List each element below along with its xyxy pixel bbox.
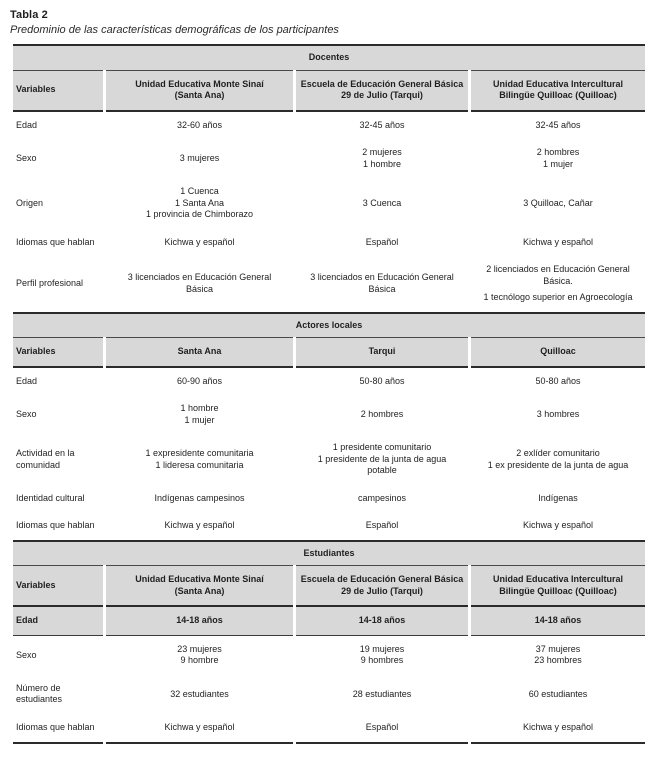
table-subtitle: Predominio de las características demográficas de los participantes	[10, 24, 339, 36]
table-row-estudiantes-numero-de-estudiantes	[13, 675, 645, 714]
value-cell	[106, 714, 293, 744]
cell-line: Variables	[16, 580, 56, 591]
value-cell	[471, 675, 645, 714]
value-cell	[106, 636, 293, 675]
value-cell	[106, 229, 293, 257]
column-header-variables	[13, 70, 103, 112]
table-row-actores-locales-idiomas-que-hablan	[13, 512, 645, 540]
cell-line: 32-45 años	[535, 119, 581, 130]
row-label-cell: Identidad cultural	[16, 492, 85, 503]
cell-line: 3 Cuenca	[362, 197, 402, 208]
cell-line: Unidad Educativa Intercultural	[492, 574, 624, 585]
cell-line: Variables	[16, 346, 56, 357]
value-cell	[471, 139, 645, 178]
cell-line: 1 presidente de la junta de agua potable	[317, 453, 447, 476]
cell-line: 2 licenciados en Educación General Básica.	[486, 264, 630, 286]
value-cell	[296, 229, 468, 257]
cell-line: 23 mujeres	[177, 643, 222, 654]
value-cell	[106, 607, 293, 636]
section-band-row	[13, 312, 645, 338]
cell-line: 1 Santa Ana	[174, 197, 225, 208]
cell-line: 1 provincia de Chimborazo	[145, 209, 254, 220]
value-cell	[296, 368, 468, 396]
cell-line: 1 mujer	[543, 158, 574, 169]
cell-line: 2 hombres	[536, 147, 580, 158]
value-cell	[471, 368, 645, 396]
value-cell	[296, 512, 468, 540]
table-row-estudiantes-idiomas-que-hablan	[13, 714, 645, 744]
cell-line: 60-90 años	[176, 375, 223, 386]
column-header-row	[13, 70, 645, 112]
cell-line: 29 de Julio (Tarqui)	[341, 90, 423, 101]
cell-line: 1 tecnólogo superior en Agroecología	[483, 292, 633, 303]
cell-line: Variables	[16, 84, 56, 95]
table-row-actores-locales-sexo	[13, 395, 645, 434]
cell-line: Indígenas	[538, 492, 578, 503]
row-label-cell: Idiomas que hablan	[13, 714, 103, 744]
value-cell	[106, 485, 293, 513]
cell-line: Indígenas campesinos	[154, 492, 245, 503]
table-row-actores-locales-identidad-cultural	[13, 485, 645, 513]
value-cell	[106, 112, 293, 140]
section-band-actores-locales: Actores locales	[13, 312, 645, 338]
value-cell	[471, 112, 645, 140]
cell-line: Unidad Educativa Intercultural	[492, 78, 624, 89]
value-cell	[471, 229, 645, 257]
value-cell	[471, 178, 645, 229]
cell-line: 60 estudiantes	[528, 688, 588, 699]
column-header-quilloac	[471, 337, 645, 368]
section-band-estudiantes: Estudiantes	[13, 540, 645, 566]
cell-line: 14-18 años	[358, 615, 406, 626]
cell-line: Kichwa y español	[522, 721, 594, 732]
value-cell	[296, 675, 468, 714]
value-cell	[106, 139, 293, 178]
cell-line: 23 hombres	[534, 655, 582, 666]
cell-line: 9 hombre	[180, 655, 219, 666]
column-header-tarqui	[296, 337, 468, 368]
cell-line: 3 hombres	[536, 409, 580, 419]
column-header-unidad-educativa-intercultural-bilingue-quilloac-quilloac	[471, 565, 645, 607]
cell-line: Santa Ana	[177, 346, 222, 357]
value-cell	[296, 485, 468, 513]
row-label-cell: Idiomas que hablan	[16, 236, 95, 247]
column-header-row	[13, 565, 645, 607]
cell-line: Tarqui	[368, 346, 396, 357]
cell-line: 32 estudiantes	[170, 688, 229, 699]
cell-line: Español	[365, 236, 399, 247]
section-band-docentes: Docentes	[13, 44, 645, 70]
value-cell	[106, 368, 293, 396]
cell-line: Kichwa y español	[164, 520, 235, 531]
value-cell	[471, 434, 645, 485]
cell-line: Kichwa y español	[164, 236, 235, 247]
table-row-docentes-sexo	[13, 139, 645, 178]
cell-line: 29 de Julio (Tarqui)	[341, 585, 423, 596]
cell-line: (Santa Ana)	[174, 90, 225, 101]
cell-line: Escuela de Educación General Básica	[300, 78, 464, 89]
cell-line: 1 hombre	[362, 158, 402, 169]
value-cell	[296, 714, 468, 744]
section-band-row	[13, 540, 645, 566]
demographics-table	[10, 44, 648, 744]
cell-line: 3 mujeres	[179, 152, 220, 163]
cell-line: 50-80 años	[535, 375, 581, 386]
value-cell	[296, 112, 468, 140]
table-row-docentes-perfil-profesional	[13, 256, 645, 312]
table-row-estudiantes-sexo	[13, 636, 645, 675]
cell-line: Bilingüe Quilloac (Quilloac)	[499, 585, 617, 596]
cell-line: 2 exlíder comunitario	[516, 448, 600, 459]
cell-line: Unidad Educativa Monte Sinaí	[135, 78, 264, 89]
cell-line: 3 Quilloac, Cañar	[523, 197, 593, 208]
demographics-table-body	[13, 44, 645, 744]
row-label-cell: Sexo	[16, 152, 37, 163]
row-label-cell: Perfil profesional	[16, 278, 84, 289]
table-row-docentes-idiomas-que-hablan	[13, 229, 645, 257]
column-header-unidad-educativa-intercultural-bilingue-quilloac-quilloac	[471, 70, 645, 112]
cell-line: Kichwa y español	[522, 236, 594, 247]
value-cell	[106, 256, 293, 312]
cell-line: 1 hombre	[180, 403, 219, 414]
row-label-cell: Idiomas que hablan	[16, 520, 95, 531]
row-label-cell: Origen	[16, 197, 44, 208]
row-label-cell: Edad	[16, 119, 38, 130]
cell-line: Español	[365, 520, 399, 531]
cell-line: 14-18 años	[534, 615, 582, 626]
cell-line: 37 mujeres	[535, 643, 581, 654]
row-label-cell: Actividad en la comunidad	[16, 448, 75, 470]
value-cell	[296, 256, 468, 312]
value-cell	[296, 178, 468, 229]
value-cell	[106, 675, 293, 714]
table-row-estudiantes-edad	[13, 607, 645, 636]
value-cell	[296, 607, 468, 636]
row-label-cell: Sexo	[16, 649, 37, 660]
value-cell	[471, 512, 645, 540]
table-row-docentes-origen	[13, 178, 645, 229]
table-row-docentes-edad	[13, 112, 645, 140]
cell-line: Quilloac	[540, 346, 576, 357]
row-label-cell: Edad	[16, 375, 38, 386]
value-cell	[296, 434, 468, 485]
value-cell	[471, 256, 645, 312]
value-cell	[471, 714, 645, 744]
value-cell	[106, 512, 293, 540]
column-header-variables	[13, 565, 103, 607]
cell-line: 3 licenciados en Educación General Básica	[310, 272, 454, 294]
value-cell	[296, 139, 468, 178]
value-cell	[296, 636, 468, 675]
column-header-santa-ana	[106, 337, 293, 368]
row-label-cell: Edad	[13, 607, 103, 636]
value-cell	[471, 395, 645, 434]
table-title: Tabla 2	[10, 9, 48, 21]
cell-line: Español	[365, 721, 399, 732]
row-label-cell: Número de estudiantes	[16, 682, 63, 705]
cell-line: 50-80 años	[359, 375, 405, 386]
cell-line: 1 expresidente comunitaria	[145, 448, 254, 459]
cell-line: 32-45 años	[359, 119, 405, 130]
cell-line: 14-18 años	[176, 615, 223, 626]
value-cell	[296, 395, 468, 434]
cell-line: Unidad Educativa Monte Sinaí	[135, 574, 264, 585]
value-cell	[471, 485, 645, 513]
value-cell	[471, 636, 645, 675]
cell-line: 28 estudiantes	[352, 688, 412, 699]
column-header-unidad-educativa-monte-sinai-santa-ana	[106, 565, 293, 607]
cell-line: 32-60 años	[176, 119, 223, 130]
value-cell	[106, 395, 293, 434]
cell-line: 9 hombres	[360, 655, 404, 666]
cell-line: 19 mujeres	[359, 643, 405, 654]
cell-line: 2 hombres	[360, 409, 404, 419]
table-row-actores-locales-actividad-en-la-comunidad	[13, 434, 645, 485]
cell-line: (Santa Ana)	[174, 585, 225, 596]
cell-line: campesinos	[357, 492, 407, 503]
cell-line: Kichwa y español	[164, 721, 235, 732]
cell-line: 1 ex presidente de la junta de agua	[487, 459, 629, 470]
cell-line: 3 licenciados en Educación General Básica	[127, 272, 272, 294]
cell-line: 1 lideresa comunitaria	[155, 459, 244, 470]
column-header-escuela-de-educacion-general-basica-29-de-julio-tarqui	[296, 70, 468, 112]
value-cell	[106, 178, 293, 229]
value-cell	[106, 434, 293, 485]
cell-line: Kichwa y español	[522, 520, 594, 531]
cell-line: 1 presidente comunitario	[332, 442, 432, 453]
table-row-actores-locales-edad	[13, 368, 645, 396]
column-header-unidad-educativa-monte-sinai-santa-ana	[106, 70, 293, 112]
value-cell	[471, 607, 645, 636]
cell-line: 2 mujeres	[362, 147, 402, 158]
column-header-row	[13, 337, 645, 368]
cell-line: 1 Cuenca	[180, 186, 219, 197]
column-header-escuela-de-educacion-general-basica-29-de-julio-tarqui	[296, 565, 468, 607]
row-label-cell: Sexo	[16, 409, 37, 419]
cell-line: 1 mujer	[184, 414, 215, 425]
section-band-row	[13, 44, 645, 70]
cell-line: Bilingüe Quilloac (Quilloac)	[499, 90, 617, 101]
column-header-variables	[13, 337, 103, 368]
cell-line: Escuela de Educación General Básica	[300, 574, 464, 585]
